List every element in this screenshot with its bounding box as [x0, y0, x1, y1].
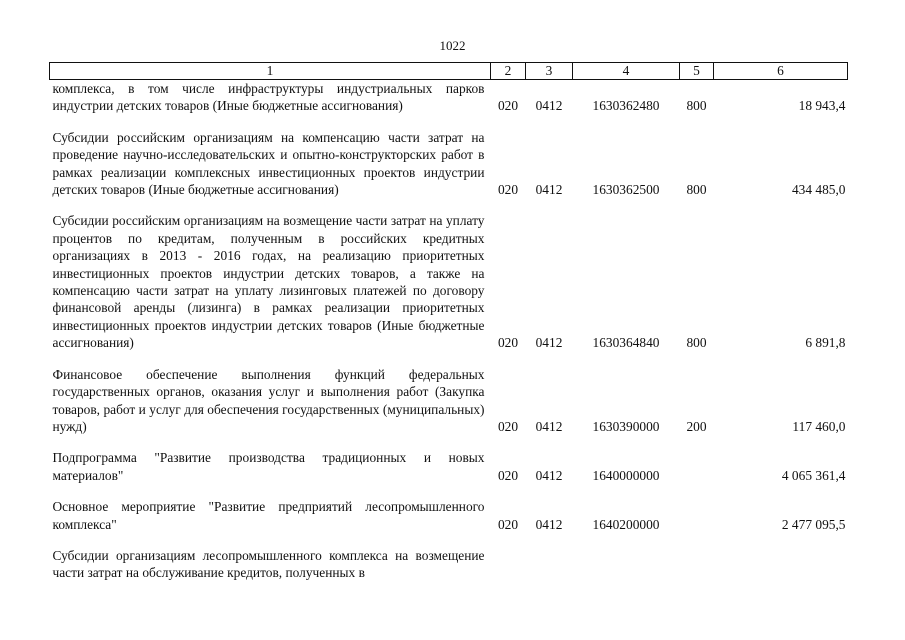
row-section-code: 0412	[535, 516, 563, 532]
row-target-code: 1640200000	[592, 516, 660, 532]
row-amount: 18 943,4	[798, 98, 846, 114]
row-ministry-code: 020	[497, 182, 519, 198]
row-description: Субсидии российским организациям на возмещение части затрат на уплату процентов по кредитам, полученным в российских кредитных организациях в 2013 - 2016 годах, на реализацию приоритетных инвестиционных проектов индустрии детских товаров, а также на компенсацию части затрат на уплату лизинговых платежей по договору финансовой аренды (лизинга) в рамках реализации приоритетных инвестиционных проектов индустрии детских товаров (Иные бюджетные ассигнования)	[52, 213, 485, 351]
row-expense-type	[680, 498, 714, 533]
table-row	[50, 449, 848, 484]
row-amount: 117 460,0	[792, 418, 846, 434]
table-row	[50, 366, 848, 436]
row-target-code: 1630390000	[592, 418, 660, 434]
table-row	[50, 547, 848, 582]
column-header: 1	[50, 63, 491, 80]
table-row	[50, 498, 848, 533]
row-section-code: 0412	[535, 182, 563, 198]
column-header: 3	[526, 63, 573, 80]
row-ministry-code	[491, 547, 526, 582]
row-description: Субсидии организациям лесопромышленного комплекса на возмещение части затрат на обслуживание кредитов, полученных в	[52, 547, 485, 581]
row-target-code	[573, 547, 680, 582]
row-description: Субсидии российским организациям на компенсацию части затрат на проведение научно-исследовательских и опытно-конструкторских работ в рамках реализации комплексных инвестиционных проектов индустрии детских товаров (Иные бюджетные ассигнования)	[52, 129, 485, 198]
row-section-code: 0412	[535, 418, 563, 434]
row-section-code	[526, 547, 573, 582]
row-description: Подпрограмма "Развитие производства традиционных и новых материалов"	[52, 450, 485, 483]
row-amount: 4 065 361,4	[781, 467, 846, 483]
row-target-code: 1640000000	[592, 467, 660, 483]
row-expense-type	[680, 449, 714, 484]
column-header: 4	[573, 63, 680, 80]
row-section-code: 0412	[535, 335, 563, 351]
row-ministry-code: 020	[497, 335, 519, 351]
table-row	[50, 80, 848, 115]
row-description: комплекса, в том числе инфраструктуры индустриальных парков индустрии детских товаров (Иные бюджетные ассигнования)	[52, 81, 485, 114]
row-description: Основное мероприятие "Развитие предприятий лесопромышленного комплекса"	[52, 499, 485, 532]
table-header	[50, 63, 848, 80]
row-ministry-code: 020	[497, 418, 519, 434]
row-expense-type: 800	[686, 182, 707, 198]
row-amount: 434 485,0	[791, 182, 846, 198]
budget-table	[49, 62, 848, 582]
row-expense-type: 800	[686, 335, 707, 351]
row-target-code: 1630362500	[592, 182, 660, 198]
row-section-code: 0412	[535, 98, 563, 114]
row-description: Финансовое обеспечение выполнения функций федеральных государственных органов, оказания услуг и выполнения работ (Закупка товаров, работ и услуг для обеспечения государственных (муниципальных) нужд)	[52, 366, 485, 434]
column-header: 5	[680, 63, 714, 80]
row-section-code: 0412	[535, 467, 563, 483]
row-target-code: 1630364840	[592, 335, 660, 351]
row-ministry-code: 020	[497, 516, 519, 532]
row-amount	[714, 547, 848, 582]
page-number: 1022	[439, 38, 466, 53]
row-amount: 6 891,8	[805, 335, 846, 351]
row-target-code: 1630362480	[592, 98, 660, 114]
row-expense-type: 800	[686, 98, 707, 114]
column-header: 2	[491, 63, 526, 80]
row-expense-type: 200	[686, 418, 707, 434]
row-expense-type	[680, 547, 714, 582]
row-amount: 2 477 095,5	[781, 516, 846, 532]
column-header: 6	[714, 63, 848, 80]
table-row	[50, 129, 848, 199]
table-row	[50, 212, 848, 351]
row-ministry-code: 020	[497, 98, 519, 114]
row-ministry-code: 020	[497, 467, 519, 483]
